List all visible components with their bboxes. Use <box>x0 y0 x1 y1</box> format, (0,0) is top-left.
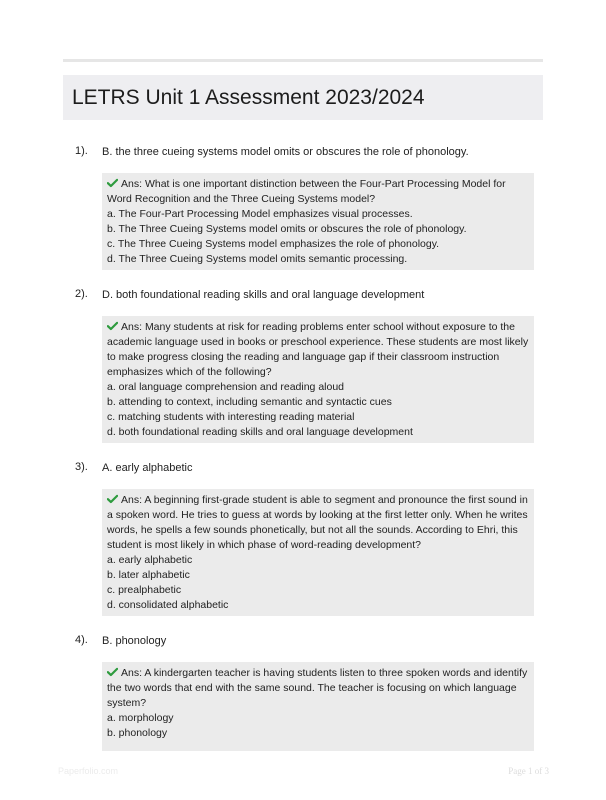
option-b: b. The Three Cueing Systems model omits or obscures the role of phonology. <box>107 223 467 235</box>
answer-prefix: Ans: <box>121 667 143 679</box>
answer-prefix: Ans: <box>121 494 143 506</box>
option-a: a. early alphabetic <box>107 554 193 566</box>
question-number: 1). <box>75 145 88 157</box>
option-a: a. oral language comprehension and reading aloud <box>107 381 345 393</box>
answer-prompt <box>107 666 530 711</box>
option-d: d. consolidated alphabetic <box>107 599 229 611</box>
answer-prompt <box>107 320 530 380</box>
question-prompt: What is one important distinction between the Four-Part Processing Model for Word Recognition and the Three Cueing Systems model? <box>107 178 506 205</box>
answer-box <box>102 316 534 443</box>
page-title: LETRS Unit 1 Assessment 2023/2024 <box>72 86 425 109</box>
footer-site-watermark: Paperfolio.com <box>58 766 119 776</box>
check-icon <box>107 494 118 504</box>
footer-page-number: Page 1 of 3 <box>508 766 549 776</box>
top-divider <box>63 59 543 62</box>
title-banner <box>63 75 543 120</box>
question-prompt: A beginning first-grade student is able to segment and pronounce the first sound in a spoken word. He tries to guess at words by looking at the first letter only. When he writes words, he spells a few sounds phonetically, but not all the sounds. According to Ehri, this student is most likely in which phase of word-reading development? <box>107 494 528 551</box>
option-a: a. morphology <box>107 712 174 724</box>
selected-answer: A. early alphabetic <box>102 462 193 474</box>
question-number: 4). <box>75 634 88 646</box>
question-prompt: Many students at risk for reading problems enter school without exposure to the academic language used in books or preschool experience. These students are most likely to make progress closing the reading and language gap if their classroom instruction emphasizes which of the following? <box>107 321 529 378</box>
answer-prefix: Ans: <box>121 321 143 333</box>
question-prompt: A kindergarten teacher is having students listen to three spoken words and identify the two words that end with the same sound. The teacher is focusing on which language system? <box>107 667 528 709</box>
option-b: b. phonology <box>107 727 168 739</box>
question-1 <box>75 145 545 270</box>
question-number: 3). <box>75 461 88 473</box>
answer-box <box>102 489 534 616</box>
option-c: c. prealphabetic <box>107 584 182 596</box>
check-icon <box>107 178 118 188</box>
option-b: b. later alphabetic <box>107 569 190 581</box>
question-3 <box>75 461 545 616</box>
option-a: a. The Four-Part Processing Model emphasizes visual processes. <box>107 208 413 220</box>
answer-prompt <box>107 493 530 553</box>
check-icon <box>107 321 118 331</box>
selected-answer: D. both foundational reading skills and oral language development <box>102 289 425 301</box>
selected-answer: B. phonology <box>102 635 167 647</box>
answer-box <box>102 173 534 270</box>
option-b: b. attending to context, including semantic and syntactic cues <box>107 396 392 408</box>
answer-prefix: Ans: <box>121 178 143 190</box>
selected-answer: B. the three cueing systems model omits or obscures the role of phonology. <box>102 146 469 158</box>
question-4 <box>75 634 545 751</box>
option-c: c. matching students with interesting reading material <box>107 411 355 423</box>
answer-box <box>102 662 534 751</box>
question-number: 2). <box>75 288 88 300</box>
option-d: d. both foundational reading skills and oral language development <box>107 426 413 438</box>
question-2 <box>75 288 545 443</box>
answer-prompt <box>107 177 530 207</box>
option-d: d. The Three Cueing Systems model omits semantic processing. <box>107 253 408 265</box>
check-icon <box>107 667 118 677</box>
option-c: c. The Three Cueing Systems model emphasizes the role of phonology. <box>107 238 440 250</box>
